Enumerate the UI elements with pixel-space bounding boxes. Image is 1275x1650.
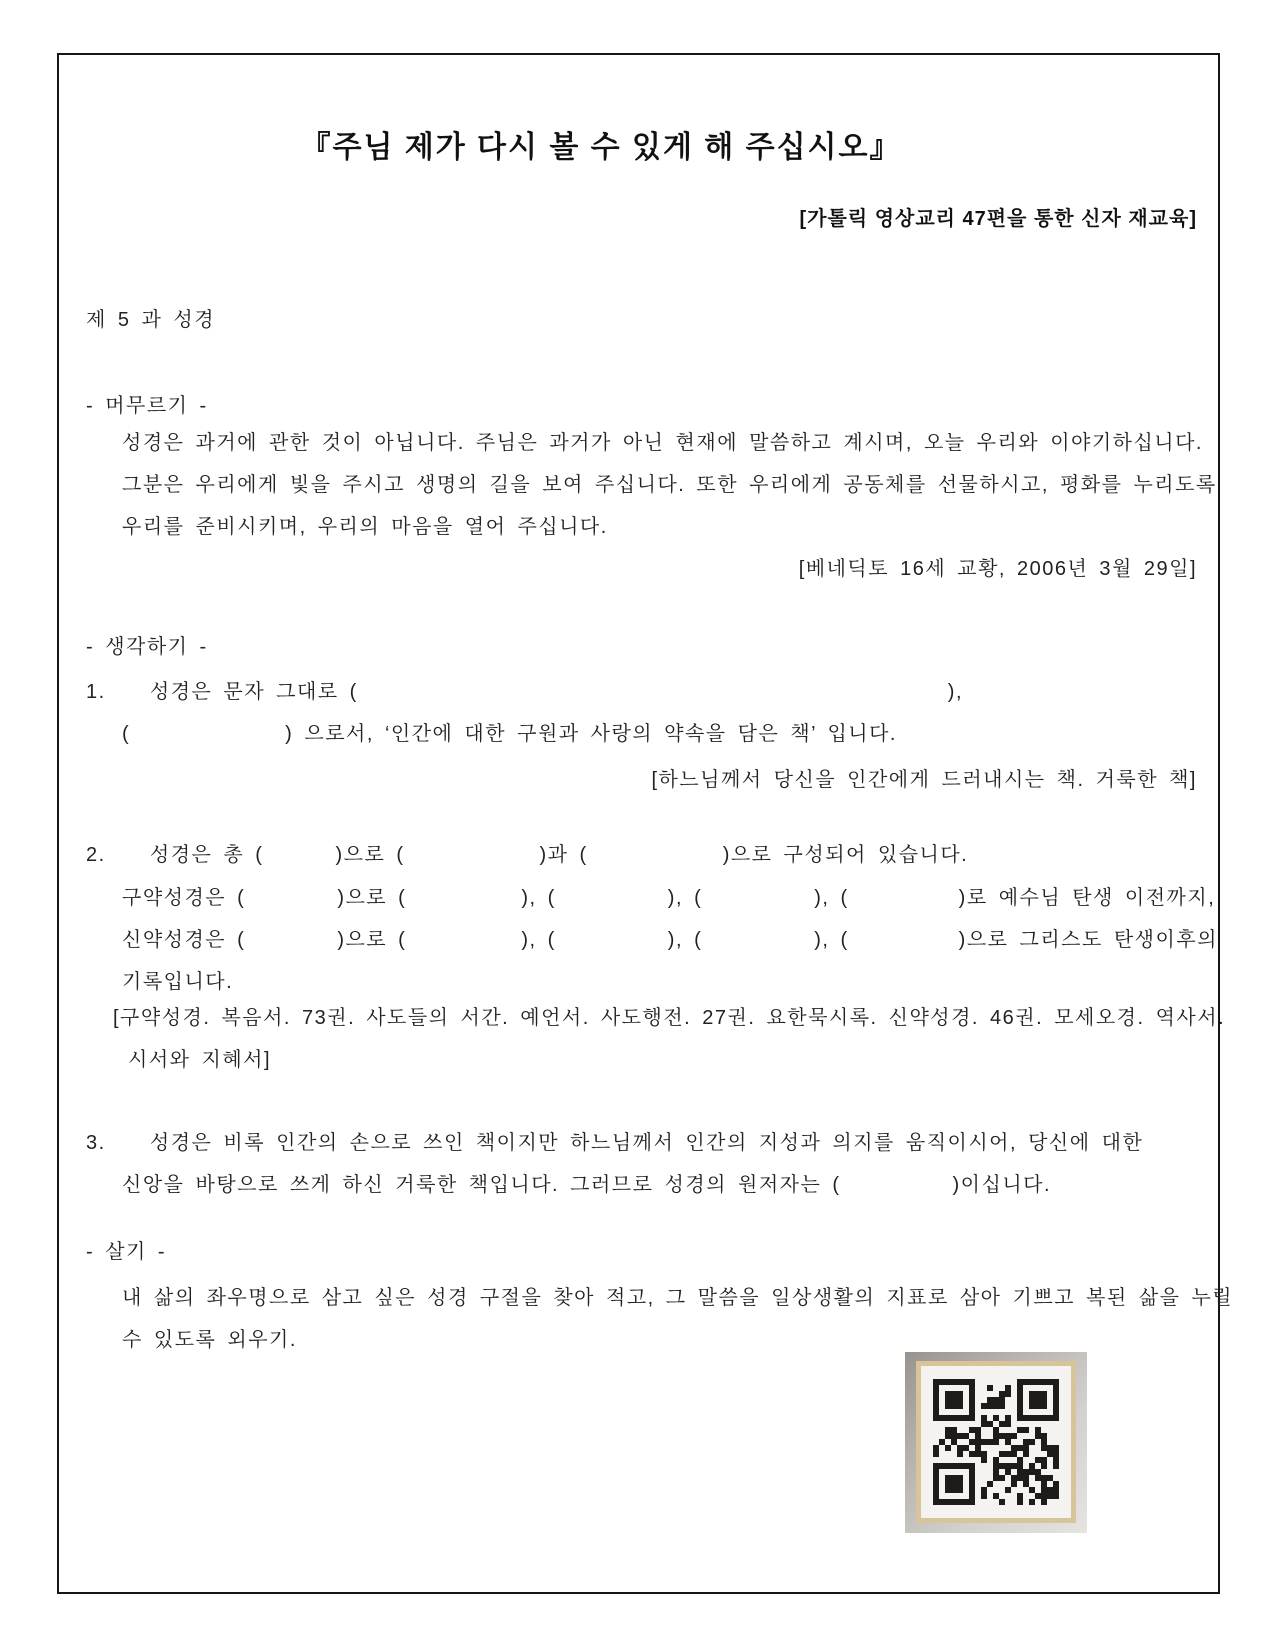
text-segment: ), ( — [667, 887, 703, 909]
live-section-heading: - 살기 - — [86, 1241, 167, 1263]
blank-space — [588, 859, 723, 861]
quote-attribution: [베네딕토 16세 교황, 2006년 3월 29일] — [798, 558, 1197, 580]
question2-line2 — [122, 886, 1215, 910]
qr-code-matrix — [933, 1379, 1059, 1505]
text-segment: 신약성경은 ( — [122, 929, 246, 951]
blank-space — [841, 1189, 953, 1191]
text-segment: )으로 구성되어 있습니다. — [722, 844, 969, 866]
question1-line2 — [122, 722, 897, 746]
blank-space — [358, 696, 948, 698]
blank-space — [406, 944, 521, 946]
blank-space — [405, 859, 540, 861]
page-title: 『주님 제가 다시 볼 수 있게 해 주십시오』 — [300, 131, 902, 164]
dwell-section-heading: - 머무르기 - — [86, 395, 208, 417]
live-paragraph-line: 수 있도록 외우기. — [122, 1329, 297, 1351]
dwell-paragraph-line: 우리를 준비시키며, 우리의 마음을 열어 주십니다. — [122, 516, 608, 538]
live-paragraph-line: 내 삶의 좌우명으로 삼고 싶은 성경 구절을 찾아 적고, 그 말씀을 일상생활의 지표로 삼아 기쁘고 복된 삶을 누릴 — [122, 1287, 1234, 1309]
text-segment: ), ( — [667, 929, 703, 951]
text-segment: ), — [947, 681, 964, 703]
text-segment: 구약성경은 ( — [122, 887, 246, 909]
text-segment: )과 ( — [539, 844, 588, 866]
text-segment: ), ( — [814, 929, 849, 951]
dwell-paragraph-line: 성경은 과거에 관한 것이 아닙니다. 주님은 과거가 아닌 현재에 말씀하고 계시며, 오늘 우리와 이야기하십니다. — [122, 432, 1203, 454]
blank-space — [702, 902, 814, 904]
qr-code-sticker — [916, 1361, 1076, 1523]
text-segment: ), ( — [521, 887, 556, 909]
text-segment: )으로 그리스도 탄생이후의 — [958, 929, 1218, 951]
text-segment: 신앙을 바탕으로 쓰게 하신 거룩한 책입니다. 그러므로 성경의 원저자는 ( — [122, 1174, 841, 1196]
text-segment: 2. 성경은 총 ( — [86, 844, 264, 866]
text-segment: ), ( — [814, 887, 849, 909]
think-section-heading: - 생각하기 - — [86, 636, 208, 658]
question1-hint: [하느님께서 당신을 인간에게 드러내시는 책. 거룩한 책] — [651, 769, 1197, 791]
question2-line4: 기록입니다. — [122, 971, 234, 993]
question3-line2 — [122, 1173, 1051, 1197]
blank-space — [702, 944, 814, 946]
question2-line1 — [86, 843, 968, 867]
blank-space — [245, 944, 337, 946]
blank-space — [556, 944, 668, 946]
blank-space — [849, 902, 959, 904]
text-segment: 1. 성경은 문자 그대로 ( — [86, 681, 358, 703]
text-segment: ) 으로서, ‘인간에 대한 구원과 사랑의 약속을 담은 책’ 입니다. — [285, 723, 897, 745]
text-segment: )으로 ( — [337, 887, 407, 909]
qr-code-photo — [905, 1352, 1087, 1533]
text-segment: )이십니다. — [952, 1174, 1052, 1196]
text-segment: ( — [122, 723, 131, 745]
question1-line1 — [86, 680, 963, 704]
lesson-heading: 제 5 과 성경 — [86, 309, 216, 331]
text-segment: ), ( — [521, 929, 556, 951]
dwell-paragraph-line: 그분은 우리에게 빛을 주시고 생명의 길을 보여 주십니다. 또한 우리에게 공동체를 선물하시고, 평화를 누리도록 — [122, 474, 1217, 496]
text-segment: )로 예수님 탄생 이전까지, — [958, 887, 1216, 909]
blank-space — [245, 902, 337, 904]
blank-space — [406, 902, 521, 904]
blank-space — [556, 902, 668, 904]
page-subtitle: [가톨릭 영상교리 47편을 통한 신자 재교육] — [799, 208, 1197, 230]
question2-hint-line1: [구약성경. 복음서. 73권. 사도들의 서간. 예언서. 사도행전. 27권. 요한묵시록. 신약성경. 46권. 모세오경. 역사서. — [113, 1007, 1226, 1029]
blank-space — [130, 738, 285, 740]
question2-line3 — [122, 928, 1218, 952]
blank-space — [849, 944, 959, 946]
text-segment: )으로 ( — [337, 929, 407, 951]
question3-line1: 3. 성경은 비록 인간의 손으로 쓰인 책이지만 하느님께서 인간의 지성과 의지를 움직이시어, 당신에 대한 — [86, 1132, 1144, 1154]
text-segment: )으로 ( — [335, 844, 405, 866]
blank-space — [263, 859, 335, 861]
question2-hint-line2: 시서와 지혜서] — [128, 1049, 272, 1071]
